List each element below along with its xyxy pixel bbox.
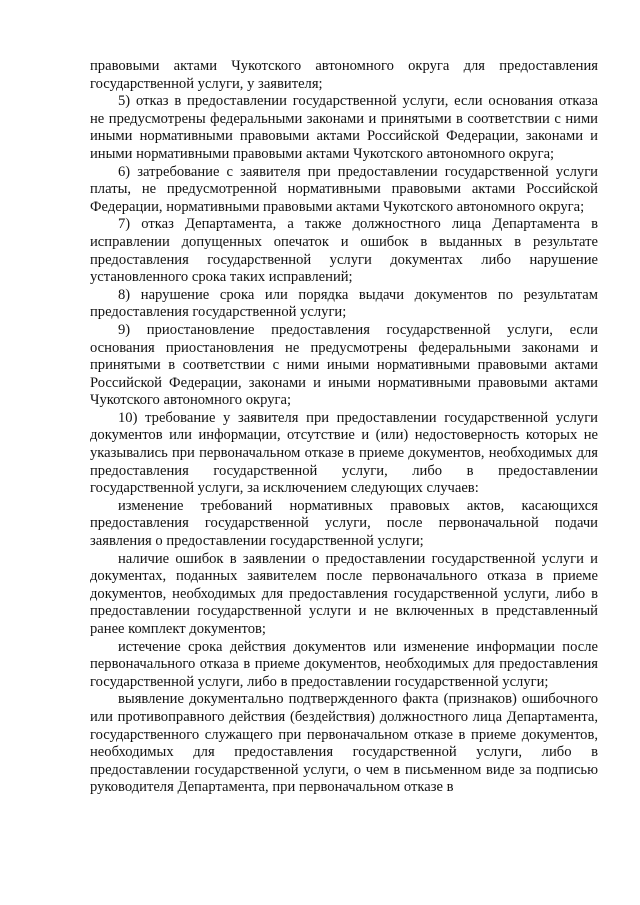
paragraph-item-8: 8) нарушение срока или порядка выдачи документов по результатам предоставления государственной услуги;: [90, 286, 598, 321]
paragraph-exception-1: изменение требований нормативных правовых актов, касающихся предоставления государственной услуги, после первоначальной подачи заявления о предоставлении государственной услуги;: [90, 497, 598, 550]
paragraph-item-5: 5) отказ в предоставлении государственной услуги, если основания отказа не предусмотрены федеральными законами и принятыми в соответствии с ними иными нормативными правовыми актами Российской Федерации, законами и иными нормативными правовыми актами Чукотского автономного округа;: [90, 93, 598, 162]
document-page: [90, 58, 598, 797]
paragraph-item-10: 10) требование у заявителя при предоставлении государственной услуги документов или информации, отсутствие и (или) недостоверность которых не указывались при первоначальном отказе в приеме документов, необходимых для предоставления государственной услуги, либо в предоставлении государственной услуги, за исключением следующих случаев:: [90, 409, 598, 497]
paragraph-item-9: 9) приостановление предоставления государственной услуги, если основания приостановления не предусмотрены федеральными законами и принятыми в соответствии с ними иными нормативными правовыми актами Российской Федерации, законами и иными нормативными правовыми актами Чукотского автономного округа;: [90, 321, 598, 409]
paragraph-continuation: правовыми актами Чукотского автономного округа для предоставления государственной услуги, у заявителя;: [90, 58, 598, 92]
paragraph-exception-3: истечение срока действия документов или изменение информации после первоначального отказа в приеме документов, необходимых для предоставления государственной услуги, либо в предоставлении государственной услуги;: [90, 638, 598, 690]
paragraph-item-7: 7) отказ Департамента, а также должностного лица Департамента в исправлении допущенных опечаток и ошибок в выданных в результате предоставления государственной услуги документах либо нарушение установленного срока таких исправлений;: [90, 216, 598, 286]
paragraph-exception-2: наличие ошибок в заявлении о предоставлении государственной услуги и документах, поданных заявителем после первоначального отказа в приеме документов, необходимых для предоставления государственной услуги, либо в предоставлении государственной услуги и не включенных в представленный ранее комплект документов;: [90, 550, 598, 637]
paragraph-item-6: 6) затребование с заявителя при предоставлении государственной услуги платы, не предусмотренной нормативными правовыми актами Российской Федерации, нормативными правовыми актами Чукотского автономного округа;: [90, 163, 598, 215]
paragraph-exception-4: выявление документально подтвержденного факта (признаков) ошибочного или противоправного действия (бездействия) должностного лица Департамента, государственного служащего при первоначальном отказе в приеме документов, необходимых для предоставления государственной услуги, либо в предоставлении государственной услуги, о чем в письменном виде за подписью руководителя Департамента, при первоначальном отказе в: [90, 691, 598, 796]
